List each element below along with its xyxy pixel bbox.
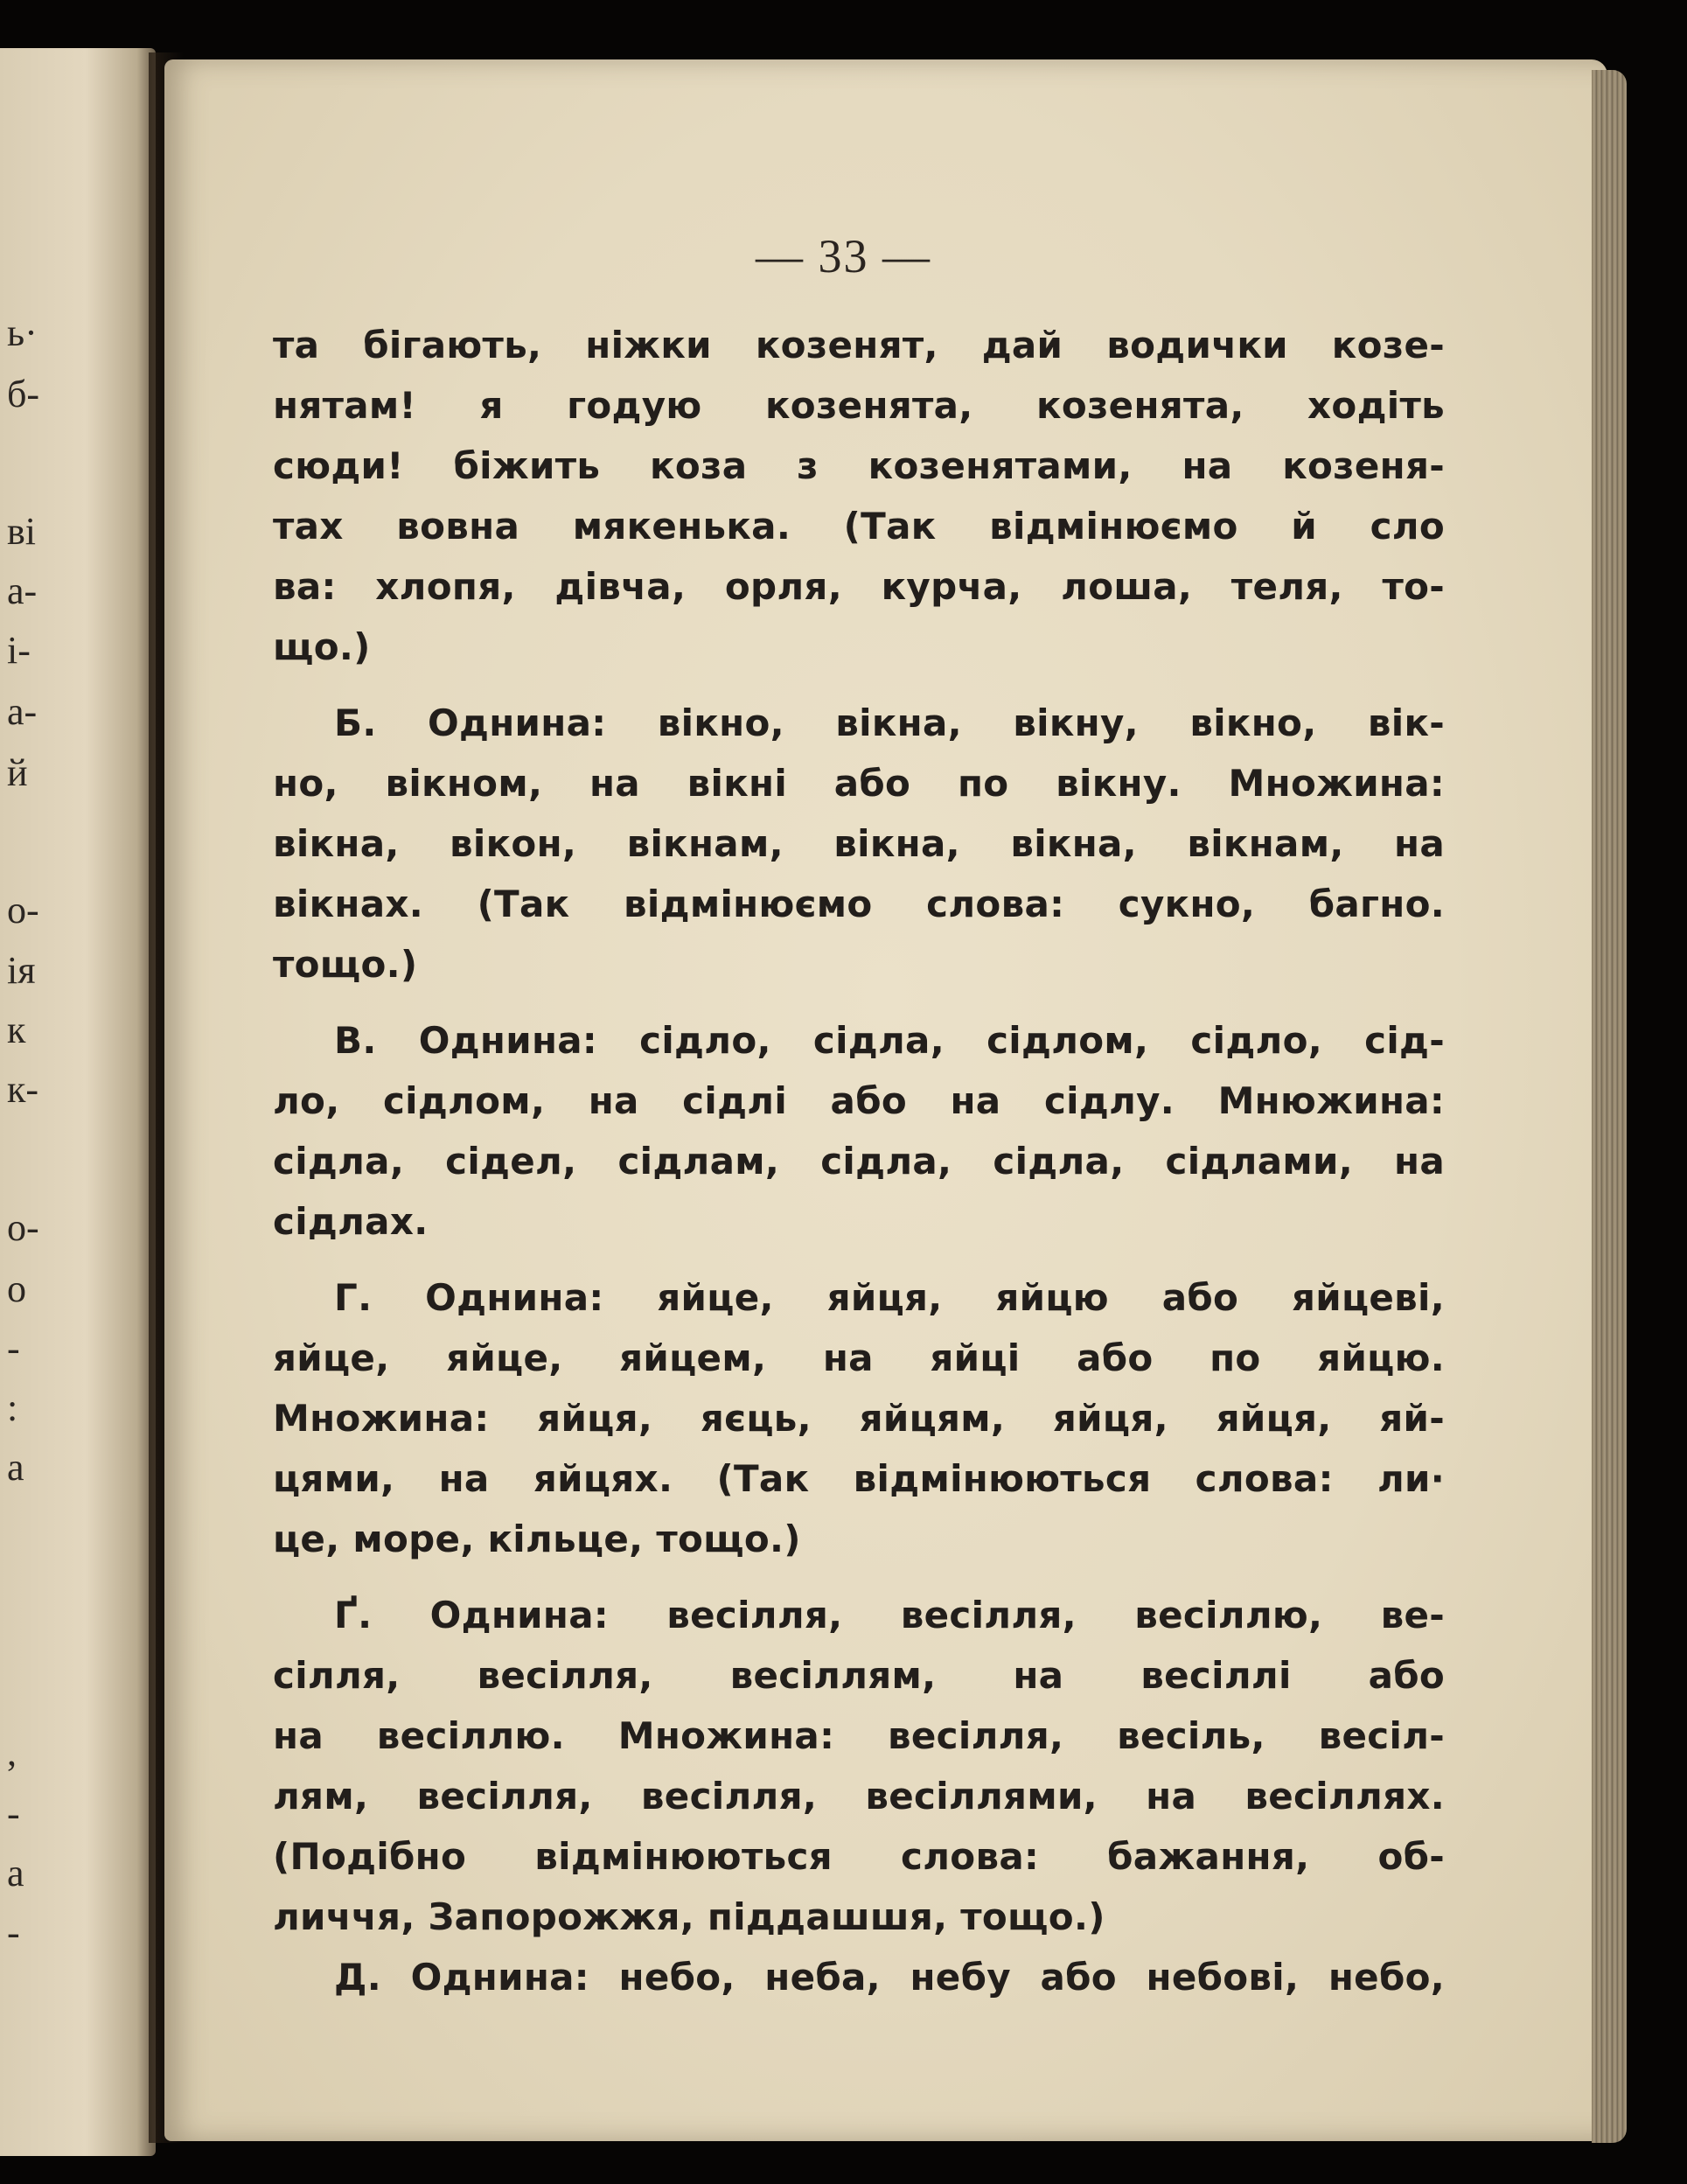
previous-page-line-fragment: о [7, 1267, 26, 1310]
previous-page-line-fragment: ь· [7, 311, 38, 354]
text-line: тощо.) [273, 943, 418, 986]
paragraph-gap [273, 1569, 1445, 1585]
previous-page-line-fragment: - [7, 1911, 20, 1954]
text-line: Ґ. Однина: весілля, весілля, весіллю, ве- [334, 1594, 1445, 1636]
paragraph-gap [273, 677, 1445, 693]
previous-page-line-fragment: б- [7, 373, 40, 415]
previous-page-line-fragment: а [7, 1446, 24, 1489]
previous-page-line-fragment: ві [7, 510, 36, 553]
previous-page-line-fragment: й [7, 751, 28, 794]
previous-page [0, 48, 156, 2156]
page-edges [1592, 70, 1627, 2143]
text-line: сюди! біжить коза з козенятами, на козеня- [273, 444, 1445, 487]
previous-page-line-fragment: і- [7, 629, 31, 672]
paragraph-gap [273, 1252, 1445, 1267]
text-line: сідла, сідел, сідлам, сідла, сідла, сідлами, на [273, 1140, 1445, 1183]
text-line: на весіллю. Множина: весілля, весіль, весіл- [273, 1714, 1445, 1757]
previous-page-line-fragment: : [7, 1386, 18, 1429]
text-line: сідлах. [273, 1200, 429, 1243]
text-line: ва: хлопя, дівча, орля, курча, лоша, теля, то- [273, 565, 1445, 608]
text-line: Г. Однина: яйце, яйця, яйцю або яйцеві, [334, 1276, 1445, 1319]
previous-page-line-fragment: ія [7, 949, 36, 992]
previous-page-line-fragment: о- [7, 889, 39, 932]
text-line: В. Однина: сідло, сідла, сідлом, сідло, сід- [334, 1019, 1445, 1062]
text-line: Множина: яйця, яєць, яйцям, яйця, яйця, яй- [273, 1397, 1445, 1440]
previous-page-line-fragment: а- [7, 569, 38, 612]
text-line: та бігають, ніжки козенят, дай водички козе- [273, 324, 1445, 366]
text-line: лям, весілля, весілля, весіллями, на весіллях. [273, 1775, 1445, 1818]
previous-page-line-fragment: , [7, 1731, 17, 1774]
text-line: Б. Однина: вікно, вікна, вікну, вікно, вік- [334, 701, 1445, 744]
text-line: сілля, весілля, весіллям, на весіллі або [273, 1654, 1445, 1697]
text-line: вікна, вікон, вікнам, вікна, вікна, вікнам, на [273, 822, 1445, 865]
page-body [273, 315, 1445, 2007]
previous-page-line-fragment: а- [7, 690, 38, 733]
text-line: що.) [273, 625, 371, 668]
previous-page-line-fragment: к [7, 1008, 26, 1051]
text-line: нятам! я годую козенята, козенята, ходіть [273, 384, 1445, 427]
text-line: це, море, кільце, тощо.) [273, 1518, 801, 1560]
paragraph-gap [273, 994, 1445, 1010]
text-line: Д. Однина: небо, неба, небу або небові, небо, [334, 1956, 1445, 1999]
previous-page-line-fragment: - [7, 1792, 20, 1835]
text-line: цями, на яйцях. (Так відмінюються слова: ли· [273, 1457, 1445, 1500]
text-line: яйце, яйце, яйцем, на яйці або по яйцю. [273, 1336, 1445, 1379]
text-line: ло, сідлом, на сідлі або на сідлу. Мнюжина: [273, 1079, 1445, 1122]
text-line: личчя, Запорожжя, піддашшя, тощо.) [273, 1895, 1105, 1938]
text-line: (Подібно відмінюються слова: бажання, об- [273, 1835, 1445, 1878]
text-line: тах вовна мякенька. (Так відмінюємо й сло [273, 505, 1445, 548]
text-line: но, вікном, на вікні або по вікну. Множина: [273, 762, 1445, 805]
previous-page-line-fragment: - [7, 1327, 20, 1370]
previous-page-line-fragment: а [7, 1852, 24, 1894]
page-number: — 33 — [756, 230, 931, 283]
previous-page-line-fragment: к- [7, 1068, 39, 1111]
text-line: вікнах. (Так відмінюємо слова: сукно, багно. [273, 883, 1445, 925]
previous-page-line-fragment: о- [7, 1206, 39, 1249]
